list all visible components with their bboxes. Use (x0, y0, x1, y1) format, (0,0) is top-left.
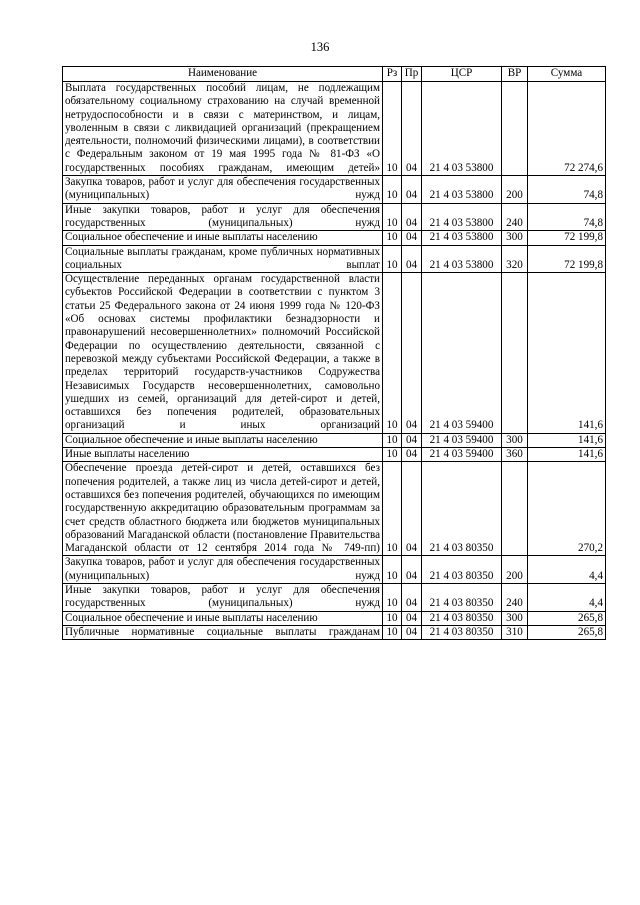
row-csr-cell: 21 4 03 53800 (422, 231, 502, 245)
row-sum-cell: 141,6 (528, 273, 606, 434)
row-csr-cell: 21 4 03 53800 (422, 245, 502, 273)
row-rz-cell: 10 (383, 82, 402, 176)
row-rz-cell: 10 (383, 176, 402, 204)
row-vr-cell: 320 (502, 245, 528, 273)
page-number: 136 (310, 40, 330, 54)
row-sum-cell: 72 199,8 (528, 231, 606, 245)
row-rz-cell: 10 (383, 231, 402, 245)
row-vr-cell: 310 (502, 625, 528, 639)
row-sum-cell: 74,8 (528, 176, 606, 204)
row-name-cell: Иные выплаты населению (63, 448, 383, 462)
row-csr-cell: 21 4 03 80350 (422, 583, 502, 611)
row-vr-cell: 300 (502, 433, 528, 447)
row-rz-cell: 10 (383, 625, 402, 639)
row-vr-cell: 240 (502, 583, 528, 611)
row-sum-cell: 265,8 (528, 611, 606, 625)
row-name-cell: Публичные нормативные социальные выплаты гражданам (63, 625, 383, 639)
row-name-cell: Социальные выплаты гражданам, кроме публичных нормативных социальных выплат (63, 245, 383, 273)
row-sum-cell: 141,6 (528, 433, 606, 447)
row-name-cell: Осуществление переданных органам государственной власти субъектов Российской Федерации в соответствии с пунктом 3 статьи 25 Федерального закона от 24 июня 1999 года № 120-ФЗ «Об основах системы профилактики безнадзорности и правонарушений несовершеннолетних» полномочий Российской Федерации по осуществлению деятельности, связанной с перевозкой между субъектами Российской Федерации, а также в пределах территорий государств-участников Содружества Независимых Государств несовершеннолетних, самовольно ушедших из семей, организаций для детей-сирот и детей, оставшихся без попечения родителей, образовательных организаций и иных организаций (63, 273, 383, 434)
row-pr-cell: 04 (402, 203, 422, 231)
row-csr-cell: 21 4 03 59400 (422, 433, 502, 447)
row-name-cell: Иные закупки товаров, работ и услуг для обеспечения государственных (муниципальных) нужд (63, 583, 383, 611)
row-name-cell: Социальное обеспечение и иные выплаты населению (63, 611, 383, 625)
row-pr-cell: 04 (402, 556, 422, 584)
row-pr-cell: 04 (402, 625, 422, 639)
header-sum: Сумма (528, 67, 606, 82)
row-csr-cell: 21 4 03 80350 (422, 556, 502, 584)
table-row (63, 82, 606, 176)
row-name-cell: Социальное обеспечение и иные выплаты населению (63, 433, 383, 447)
row-sum-cell: 270,2 (528, 462, 606, 556)
row-pr-cell: 04 (402, 273, 422, 434)
table-row (63, 611, 606, 625)
row-vr-cell: 200 (502, 556, 528, 584)
row-vr-cell: 300 (502, 611, 528, 625)
row-name-cell: Закупка товаров, работ и услуг для обеспечения государственных (муниципальных) нужд (63, 176, 383, 204)
row-csr-cell: 21 4 03 59400 (422, 273, 502, 434)
row-rz-cell: 10 (383, 556, 402, 584)
table-row (63, 556, 606, 584)
row-pr-cell: 04 (402, 462, 422, 556)
row-pr-cell: 04 (402, 448, 422, 462)
row-vr-cell (502, 273, 528, 434)
row-sum-cell: 265,8 (528, 625, 606, 639)
row-csr-cell: 21 4 03 80350 (422, 462, 502, 556)
row-pr-cell: 04 (402, 82, 422, 176)
row-csr-cell: 21 4 03 59400 (422, 448, 502, 462)
row-csr-cell: 21 4 03 53800 (422, 176, 502, 204)
row-sum-cell: 4,4 (528, 583, 606, 611)
row-rz-cell: 10 (383, 245, 402, 273)
row-csr-cell: 21 4 03 80350 (422, 625, 502, 639)
row-pr-cell: 04 (402, 176, 422, 204)
row-rz-cell: 10 (383, 462, 402, 556)
table-row (63, 245, 606, 273)
row-sum-cell: 72 199,8 (528, 245, 606, 273)
header-csr: ЦСР (422, 67, 502, 82)
row-sum-cell: 74,8 (528, 203, 606, 231)
table-row (63, 433, 606, 447)
row-csr-cell: 21 4 03 53800 (422, 82, 502, 176)
table-row (63, 203, 606, 231)
row-vr-cell: 240 (502, 203, 528, 231)
table-header-row (63, 67, 606, 82)
table-row (63, 231, 606, 245)
row-rz-cell: 10 (383, 433, 402, 447)
row-pr-cell: 04 (402, 583, 422, 611)
row-pr-cell: 04 (402, 245, 422, 273)
row-pr-cell: 04 (402, 433, 422, 447)
row-rz-cell: 10 (383, 203, 402, 231)
row-vr-cell: 360 (502, 448, 528, 462)
row-name-cell: Закупка товаров, работ и услуг для обеспечения государственных (муниципальных) нужд (63, 556, 383, 584)
table-row (63, 462, 606, 556)
row-csr-cell: 21 4 03 53800 (422, 203, 502, 231)
table-row (63, 625, 606, 639)
row-vr-cell: 200 (502, 176, 528, 204)
budget-table (62, 66, 606, 640)
row-vr-cell: 300 (502, 231, 528, 245)
row-name-cell: Иные закупки товаров, работ и услуг для обеспечения государственных (муниципальных) нужд (63, 203, 383, 231)
row-rz-cell: 10 (383, 448, 402, 462)
row-rz-cell: 10 (383, 273, 402, 434)
row-rz-cell: 10 (383, 583, 402, 611)
row-sum-cell: 141,6 (528, 448, 606, 462)
row-name-cell: Обеспечение проезда детей-сирот и детей, оставшихся без попечения родителей, а также лиц из числа детей-сирот и детей, оставшихся без попечения родителей, обучающихся по имеющим государственную аккредитацию образовательным программам за счет средств областного бюджета или бюджетов муниципальных образований Магаданской области (постановление Правительства Магаданской области от 12 сентября 2014 года № 749-пп) (63, 462, 383, 556)
row-pr-cell: 04 (402, 611, 422, 625)
row-vr-cell (502, 462, 528, 556)
table-row (63, 273, 606, 434)
header-name: Наименование (63, 67, 383, 82)
row-pr-cell: 04 (402, 231, 422, 245)
row-sum-cell: 72 274,6 (528, 82, 606, 176)
row-name-cell: Социальное обеспечение и иные выплаты населению (63, 231, 383, 245)
header-rz: Рз (383, 67, 402, 82)
table-row (63, 583, 606, 611)
row-sum-cell: 4,4 (528, 556, 606, 584)
header-vr: ВР (502, 67, 528, 82)
header-pr: Пр (402, 67, 422, 82)
row-rz-cell: 10 (383, 611, 402, 625)
row-csr-cell: 21 4 03 80350 (422, 611, 502, 625)
row-vr-cell (502, 82, 528, 176)
table-row (63, 176, 606, 204)
row-name-cell: Выплата государственных пособий лицам, не подлежащим обязательному социальному страхованию на случай временной нетрудоспособности и в связи с материнством, и лицам, уволенным в связи с ликвидацией организаций (прекращением деятельности, полномочий физическими лицами), в соответствии с Федеральным законом от 19 мая 1995 года № 81-ФЗ «О государственных пособиях гражданам, имеющим детей» (63, 82, 383, 176)
table-row (63, 448, 606, 462)
